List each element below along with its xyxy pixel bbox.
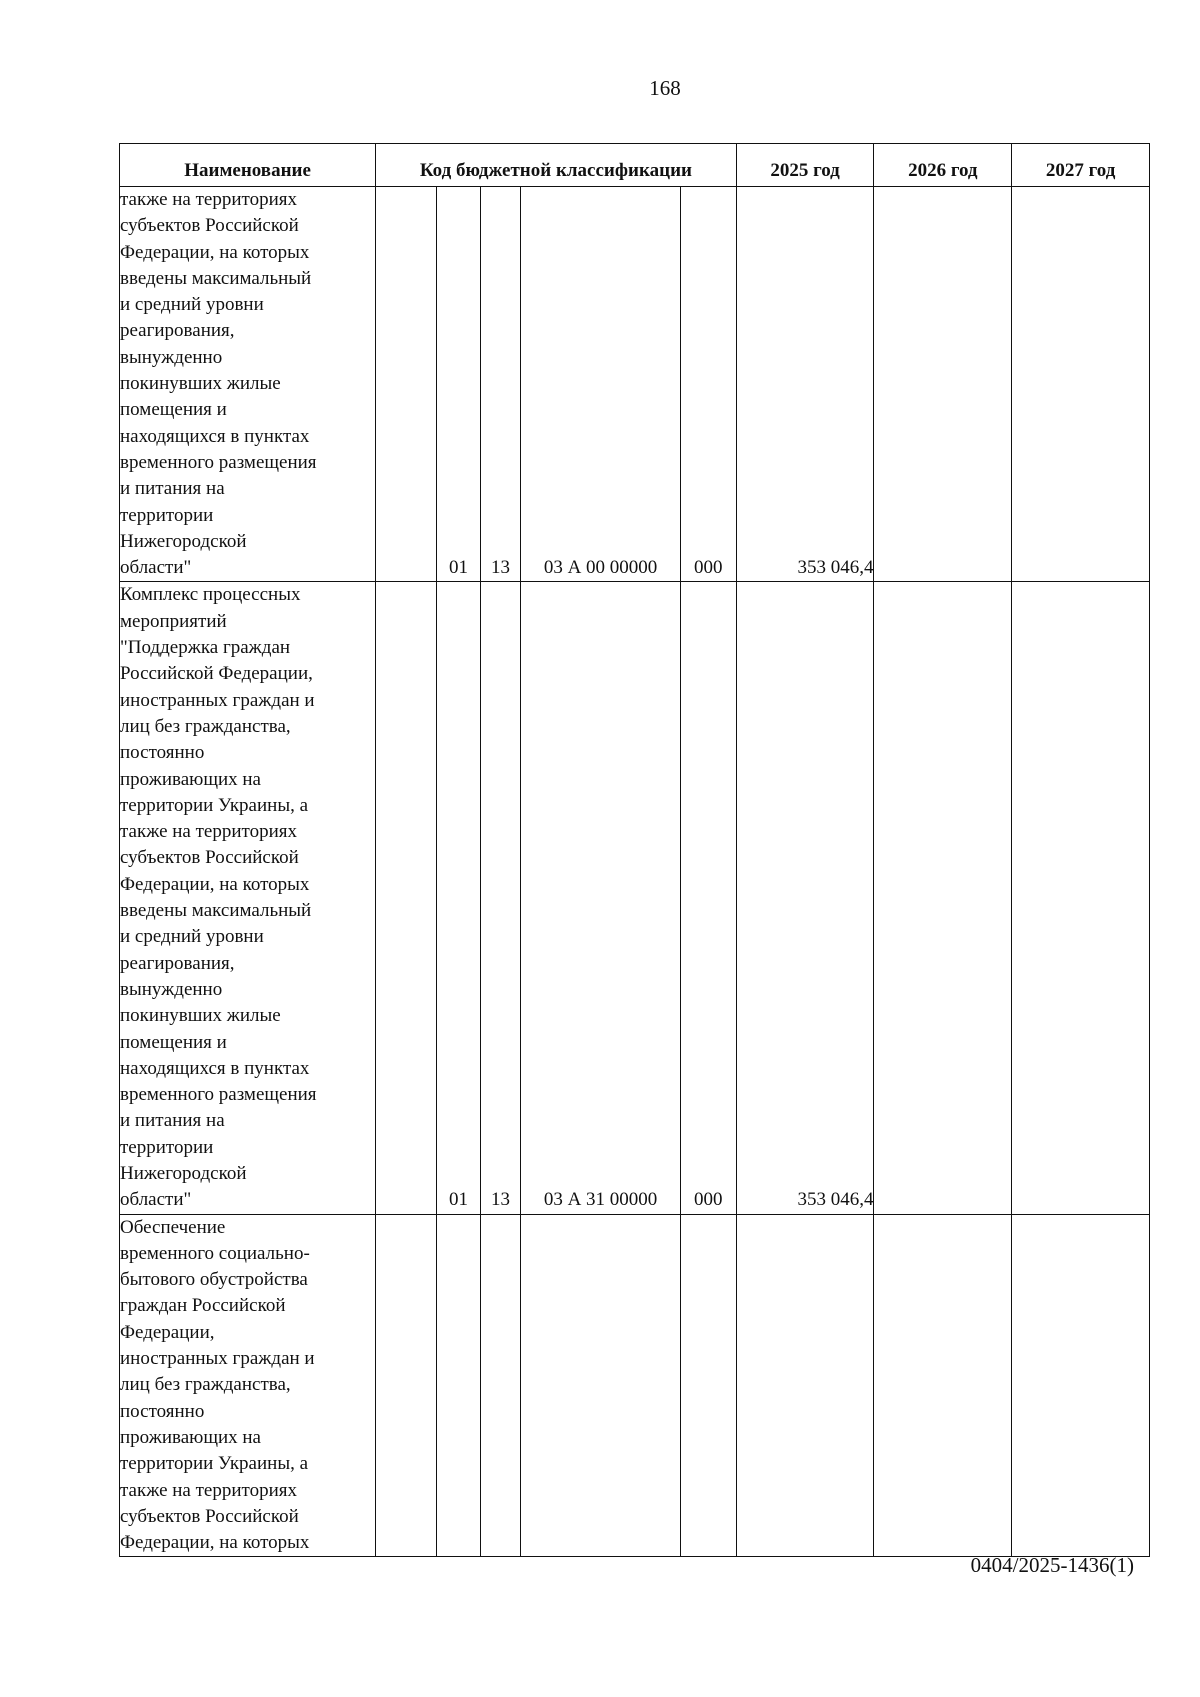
row-name-line: временного размещения (120, 1084, 317, 1106)
code-subsection (480, 1214, 521, 1557)
row-name-line: вынужденно (120, 346, 223, 368)
row-name-line: лиц без гражданства, (120, 1374, 291, 1396)
row-name-line: территории Украины, а (120, 1453, 309, 1475)
row-name-line: области" (120, 557, 192, 579)
amount-2025: 353 046,4 (736, 582, 874, 1214)
row-name-line: иностранных граждан и (120, 689, 315, 711)
row-name-line: лиц без гражданства, (120, 715, 291, 737)
code-expense-type: 000 (680, 187, 736, 582)
row-name-line: области" (120, 1189, 192, 1211)
row-name-line: Федерации, (120, 1321, 215, 1343)
header-code: Код бюджетной классификации (376, 144, 737, 187)
row-name-line: субъектов Российской (120, 1505, 299, 1527)
table-row (120, 582, 1150, 1214)
page-number: 168 (649, 76, 681, 100)
row-name-line: Федерации, на которых (120, 241, 310, 263)
amount-2026 (874, 187, 1012, 582)
row-name-line: Нижегородской (120, 1162, 247, 1184)
row-name-line: постоянно (120, 1400, 205, 1422)
row-name-line: мероприятий (120, 610, 227, 632)
amount-2027 (1012, 582, 1150, 1214)
header-2026: 2026 год (874, 144, 1012, 187)
amount-2026 (874, 582, 1012, 1214)
header-2025: 2025 год (736, 144, 874, 187)
row-name-line: Федерации, на которых (120, 1532, 310, 1554)
row-name-line: проживающих на (120, 768, 261, 790)
row-name-line: бытового обустройства (120, 1269, 308, 1291)
code-subsection: 13 (480, 187, 521, 582)
table-body (120, 187, 1150, 1557)
row-name-line: граждан Российской (120, 1295, 286, 1317)
row-name-line: также на территориях (120, 1479, 297, 1501)
row-name-line: покинувших жилые (120, 373, 281, 395)
row-name-line: находящихся в пунктах (120, 425, 310, 447)
row-name-line: иностранных граждан и (120, 1348, 315, 1370)
row-name-line: реагирования, (120, 952, 235, 974)
code-expense-type (680, 1214, 736, 1557)
amount-2027 (1012, 1214, 1150, 1557)
row-name-line: Обеспечение (120, 1216, 226, 1238)
row-name-line: и питания на (120, 478, 225, 500)
row-name (120, 582, 376, 1214)
row-name-line: субъектов Российской (120, 847, 299, 869)
code-section (437, 1214, 480, 1557)
row-name-line: Комплекс процессных (120, 584, 301, 606)
row-name-line: помещения и (120, 399, 227, 421)
row-name-line: временного социально- (120, 1242, 310, 1264)
row-name-line: также на территориях (120, 189, 297, 210)
row-name-line: и средний уровни (120, 294, 264, 316)
row-name-line: постоянно (120, 742, 205, 764)
row-name-line: реагирования, (120, 320, 235, 342)
code-target-article: 03 А 31 00000 (521, 582, 680, 1214)
row-name-line: введены максимальный (120, 267, 312, 289)
row-name-line: Федерации, на которых (120, 873, 310, 895)
row-name-line: территории (120, 504, 214, 526)
code-segment-1 (376, 1214, 437, 1557)
row-name-line: также на территориях (120, 821, 297, 843)
header-name: Наименование (120, 144, 376, 187)
row-name-line: введены максимальный (120, 900, 312, 922)
row-name-line: территории Украины, а (120, 794, 309, 816)
code-section: 01 (437, 187, 480, 582)
row-name-line: покинувших жилые (120, 1005, 281, 1027)
row-name-line: Российской Федерации, (120, 663, 313, 685)
row-name-line: Нижегородской (120, 530, 247, 552)
row-name-line: вынужденно (120, 978, 223, 1000)
header-2027: 2027 год (1012, 144, 1150, 187)
table-header-row (120, 144, 1150, 187)
row-name (120, 187, 376, 582)
code-target-article (521, 1214, 680, 1557)
row-name-line: временного размещения (120, 451, 317, 473)
code-segment-1 (376, 582, 437, 1214)
row-name-line: и средний уровни (120, 926, 264, 948)
code-expense-type: 000 (680, 582, 736, 1214)
code-segment-1 (376, 187, 437, 582)
amount-2026 (874, 1214, 1012, 1557)
amount-2025 (736, 1214, 874, 1557)
row-name-line: проживающих на (120, 1426, 261, 1448)
row-name-line: "Поддержка граждан (120, 637, 291, 659)
row-name-line: субъектов Российской (120, 215, 299, 237)
code-section: 01 (437, 582, 480, 1214)
amount-2025: 353 046,4 (736, 187, 874, 582)
code-target-article: 03 А 00 00000 (521, 187, 680, 582)
row-name-line: помещения и (120, 1031, 227, 1053)
budget-table (119, 143, 1150, 1557)
row-name-line: и питания на (120, 1110, 225, 1132)
document-code: 0404/2025-1436(1) (970, 1553, 1134, 1577)
amount-2027 (1012, 187, 1150, 582)
row-name-line: находящихся в пунктах (120, 1057, 310, 1079)
table-row (120, 1214, 1150, 1557)
code-subsection: 13 (480, 582, 521, 1214)
table-row (120, 187, 1150, 582)
row-name (120, 1214, 376, 1557)
row-name-line: территории (120, 1136, 214, 1158)
